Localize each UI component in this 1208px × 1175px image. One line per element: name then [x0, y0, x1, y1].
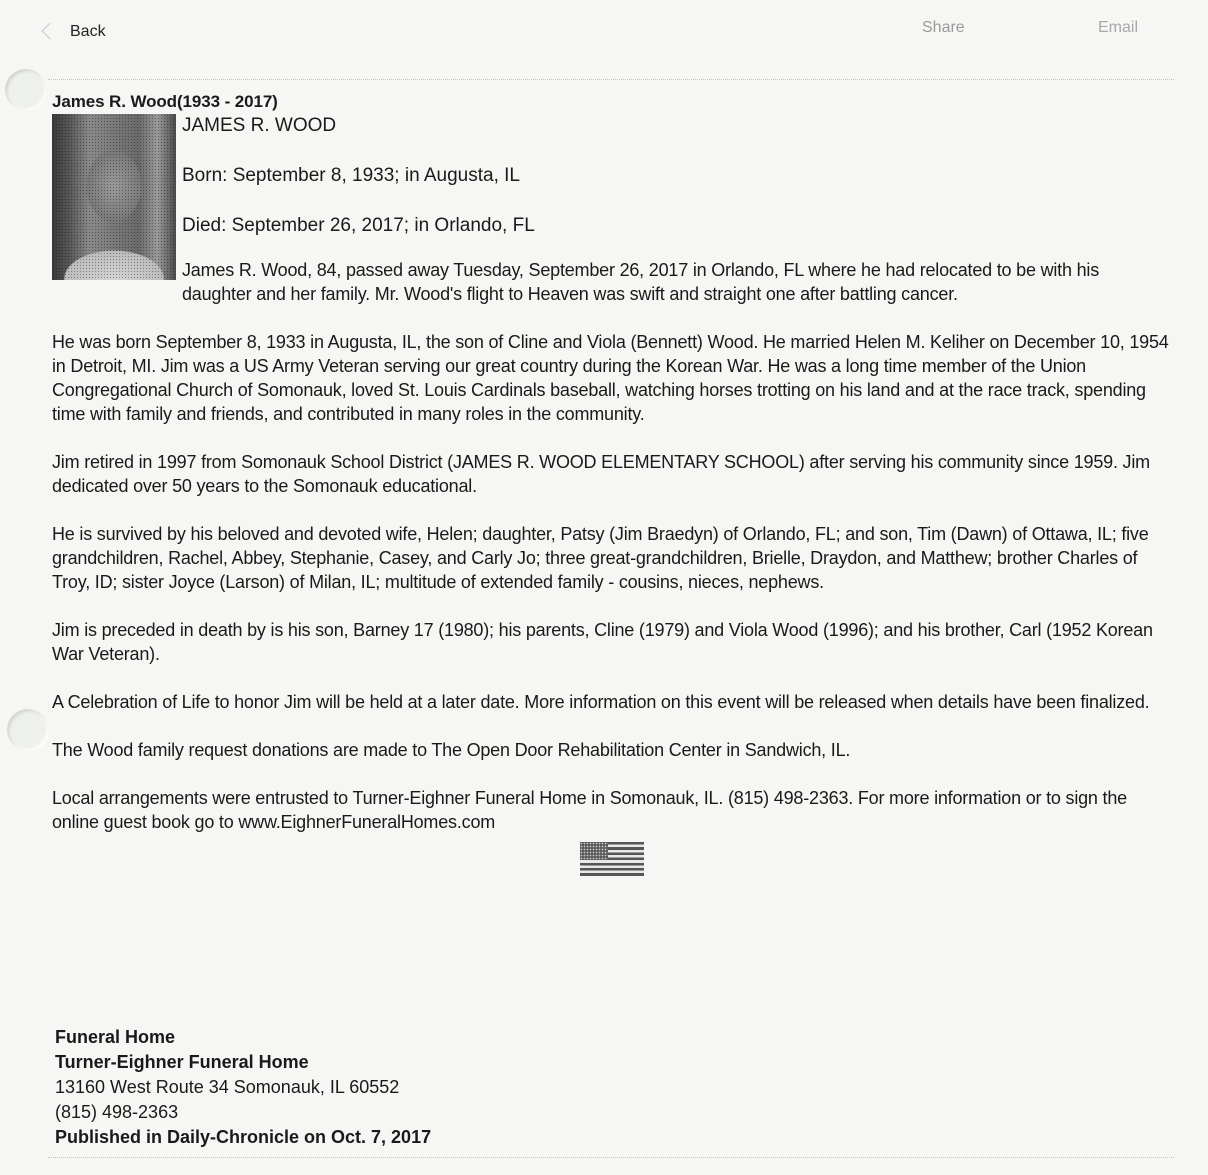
portrait-photo [52, 114, 176, 280]
paragraph-biography: He was born September 8, 1933 in Augusta, IL, the son of Cline and Viola (Bennett) Wood. He married Helen M. Keliher on December 10, 1954 in Detroit, MI. Jim was a US Army Veteran serving our great country during the Korean War. He was a long time member of the Union Congregational Church of Somonauk, loved St. Louis Cardinals baseball, watching horses trotting on his land and at the race track, spending time with family and friends, and contributed in many roles in the community. [52, 332, 1169, 424]
published-note: Published in Daily-Chronicle on Oct. 7, 2017 [55, 1127, 432, 1147]
paragraph-career: Jim retired in 1997 from Somonauk School District (JAMES R. WOOD ELEMENTARY SCHOOL) after serving his community since 1959. Jim dedicated over 50 years to the Somonauk educational. [52, 452, 1150, 496]
paragraph-arrangements: Local arrangements were entrusted to Turner-Eighner Funeral Home in Somonauk, IL. (815) 498-2363. For more information or to sign the online guest book go to www.EighnerFuneralHomes.com [52, 788, 1127, 832]
top-divider [48, 79, 1174, 80]
died-line: Died: September 26, 2017; in Orlando, FL [182, 215, 535, 236]
top-bar [0, 0, 1208, 80]
binder-hole-top [5, 69, 47, 111]
obituary-content [52, 92, 1172, 876]
funeral-home-phone: (815) 498-2363 [55, 1102, 179, 1122]
back-label: Back [70, 23, 106, 40]
share-button[interactable]: Share [922, 19, 965, 36]
funeral-home-info [55, 1025, 431, 1150]
funeral-home-name: Turner-Eighner Funeral Home [55, 1052, 309, 1072]
name-heading: JAMES R. WOOD [182, 115, 337, 136]
binder-hole-middle [7, 709, 49, 751]
flag-canton [580, 842, 608, 860]
back-button[interactable] [40, 22, 106, 42]
obituary-title: James R. Wood(1933 - 2017) [52, 92, 278, 111]
email-button[interactable]: Email [1098, 19, 1139, 36]
paragraph-intro: James R. Wood, 84, passed away Tuesday, September 26, 2017 in Orlando, FL where he had relocated to be with his daughter and her family. Mr. Wood's flight to Heaven was swift and straight one after battling cancer. [182, 260, 1100, 304]
born-line: Born: September 8, 1933; in Augusta, IL [182, 165, 521, 186]
paragraph-donations: The Wood family request donations are made to The Open Door Rehabilitation Center in Sandwich, IL. [52, 740, 851, 760]
paragraph-celebration: A Celebration of Life to honor Jim will be held at a later date. More information on this event will be released when details have been finalized. [52, 692, 1150, 712]
funeral-home-heading: Funeral Home [55, 1027, 176, 1047]
american-flag-icon [580, 842, 644, 876]
paragraph-survivors: He is survived by his beloved and devoted wife, Helen; daughter, Patsy (Jim Braedyn) of Orlando, FL; and son, Tim (Dawn) of Ottawa, IL; five grandchildren, Rachel, Abbey, Stephanie, Casey, and Carly Jo; three great-grandchildren, Brielle, Draydon, and Matthew; brother Charles of Troy, ID; sister Joyce (Larson) of Milan, IL; multitude of extended family - cousins, nieces, nephews. [52, 524, 1149, 592]
bottom-divider [48, 1157, 1174, 1158]
paragraph-preceded: Jim is preceded in death by is his son, Barney 17 (1980); his parents, Cline (1979) and Viola Wood (1996); and his brother, Carl (1952 Korean War Veteran). [52, 620, 1153, 664]
funeral-home-address: 13160 West Route 34 Somonauk, IL 60552 [55, 1077, 400, 1097]
chevron-left-icon [40, 22, 52, 42]
